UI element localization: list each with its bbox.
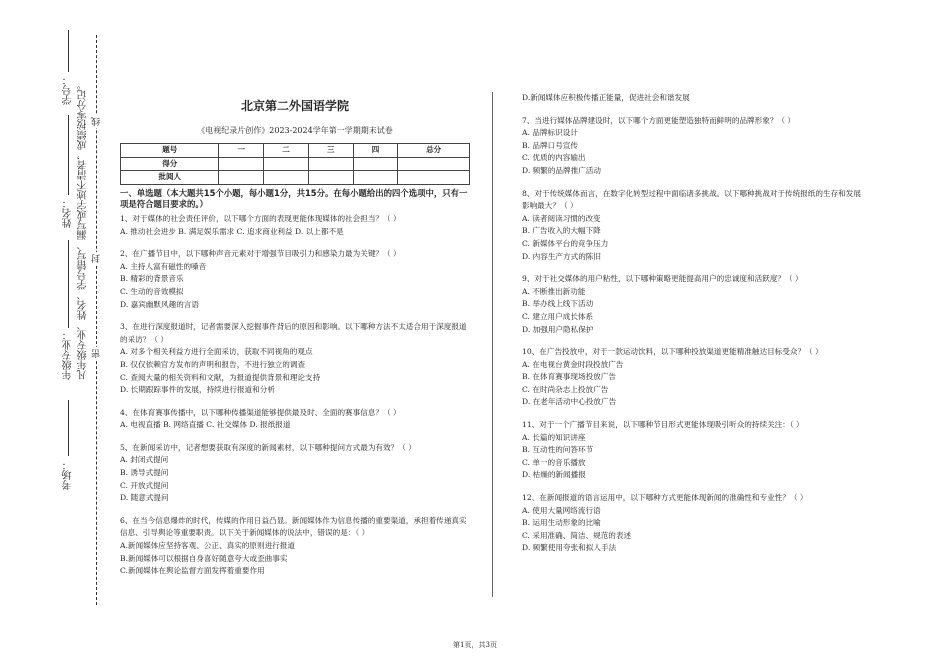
question-option: A. 品牌标识设计 — [522, 128, 578, 138]
question-option: D. 频繁的品牌推广活动 — [522, 165, 601, 175]
question-item — [522, 115, 862, 178]
question-text: 8、对于传统媒体而言，在数字化转型过程中面临诸多挑战。以下哪种挑战对于传统报纸的生存和发展影响最大？（ ） — [522, 188, 861, 211]
question-item — [120, 213, 470, 238]
question-option: C. 新媒体平台的竞争压力 — [522, 238, 609, 248]
question-option: D. 加强用户隐私保护 — [522, 324, 594, 334]
score-header-cell: 三 — [308, 144, 353, 158]
question-option: B. 精彩的背景音乐 — [120, 274, 184, 284]
score-row-label: 批阅人 — [121, 171, 219, 185]
question-option: A. 使用大量网络流行语 — [522, 505, 601, 515]
score-table-header-row — [121, 144, 470, 158]
question-list-right — [522, 92, 862, 555]
question-option: B. 在体育赛事现场投放广告 — [522, 372, 616, 382]
question-option: C. 在时尚杂志上投放广告 — [522, 384, 609, 394]
question-option: A.新闻媒体应坚持客观、公正、真实的原则进行报道 — [120, 541, 295, 551]
question-item — [522, 492, 862, 555]
question-item — [120, 321, 470, 397]
question-option: C.新闻媒体在舆论监督方面发挥着重要作用 — [120, 566, 265, 576]
cut-mark-mi: 密 — [92, 349, 102, 358]
question-item — [120, 407, 470, 432]
question-text: 1、对于媒体的社会责任评价，以下哪个方面的表现更能体现媒体的社会担当？（ ） — [120, 213, 401, 223]
question-text: 12、在新闻报道的语言运用中，以下哪种方式更能体现新闻的准确性和专业性？（ ） — [522, 493, 808, 503]
name-label: 姓名： — [63, 198, 74, 228]
question-item — [522, 419, 862, 482]
score-cell[interactable] — [219, 157, 264, 171]
question-text: 10、在广告投放中，对于一款运动饮料，以下哪种投放渠道更能精准触达目标受众？（ ） — [522, 347, 823, 357]
binding-strip — [0, 0, 110, 672]
question-item — [120, 442, 470, 505]
score-cell[interactable] — [398, 171, 470, 185]
question-option: D. 随意式提问 — [120, 493, 169, 503]
exam-room-blank — [68, 400, 69, 456]
question-item — [522, 273, 862, 336]
question-option: B. 品牌口号宣传 — [522, 140, 578, 150]
score-table-row — [121, 157, 470, 171]
question-option: A. 对多个相关利益方进行全面采访，获取不同视角的观点 — [120, 347, 313, 357]
question-item — [120, 248, 470, 311]
question-text: 7、当进行媒体品牌建设时，以下哪个方面更能塑造独特而鲜明的品牌形象？（ ） — [522, 115, 796, 125]
question-text: 11、对于一个广播节目来说，以下哪种节目形式更能体现吸引听众的持续关注：（ ） — [522, 420, 804, 430]
question-option: C. 单一的音乐播放 — [522, 457, 586, 467]
score-header-cell: 总分 — [398, 144, 470, 158]
name-blank — [68, 115, 69, 195]
question-text: 3、在进行深度报道时，记者需要深入挖掘事件背后的原因和影响。以下哪种方法不太适合用于深度报道的采访？（ ） — [120, 322, 467, 344]
question-option: D.新闻媒体应积极传播正能量，促进社会和谐发展 — [522, 93, 690, 102]
question-text: 2、在广播节目中，以下哪种声音元素对于增强节目吸引力和感染力最为关键？（ ） — [120, 249, 401, 259]
question-option: B. 仅仅依赖官方发布的声明和报告，不进行独立的调查 — [120, 359, 306, 369]
question-option: B. 诱导式提问 — [120, 468, 169, 478]
student-id-blank — [68, 30, 69, 72]
score-cell[interactable] — [264, 171, 309, 185]
question-text: 5、在新闻采访中，记者想要获取有深度的新闻素材，以下哪种提问方式最为有效？（ ） — [120, 442, 416, 452]
question-option: C. 开放式提问 — [120, 480, 169, 490]
score-table — [120, 143, 470, 185]
question-option: A. 封闭式提问 — [120, 455, 169, 465]
question-text: 6、在当今信息爆炸的时代，传媒的作用日益凸显。新闻媒体作为信息传播的重要渠道，承担着传递真实信息、引导舆论等重要职责。以下关于新闻媒体的说法中，错误的是：（ ） — [120, 515, 467, 538]
score-cell[interactable] — [353, 157, 398, 171]
question-option: C. 查阅大量的相关资料和文献，为报道提供背景和理论支持 — [120, 372, 321, 382]
right-column — [522, 92, 862, 565]
cut-mark-feng: 封 — [92, 254, 102, 263]
question-item — [522, 188, 862, 264]
question-option: B. 运用生动形象的比喻 — [522, 518, 601, 528]
exam-room-label: 考场： — [63, 460, 74, 490]
cut-mark-xian: 线 — [92, 117, 102, 126]
question-option: A. 主持人富有磁性的嗓音 — [120, 261, 207, 271]
column-divider — [492, 92, 493, 597]
question-option: A. 在电视台黄金时段投放广告 — [522, 359, 624, 369]
left-column — [120, 95, 470, 588]
question-option: D. 内容生产方式的陈旧 — [522, 251, 601, 261]
question-option: A. 电视直播 B. 网络直播 C. 社交媒体 D. 报纸报道 — [120, 420, 291, 430]
question-option: C. 建立用户成长体系 — [522, 311, 594, 321]
question-text: 4、在体育赛事传播中，以下哪种传播渠道能够提供最及时、全面的赛事信息？（ ） — [120, 407, 401, 417]
score-row-label: 得分 — [121, 157, 219, 171]
binding-instruction: 凡年级专业、姓名、学号错写、漏写或字迹不清者，成绩按零分记。 — [78, 80, 89, 380]
question-option: C. 优质的内容输出 — [522, 153, 586, 163]
question-option: A. 长篇的知识讲座 — [522, 432, 586, 442]
score-header-cell: 二 — [264, 144, 309, 158]
question-option: A. 读者阅读习惯的改变 — [522, 213, 601, 223]
question-text: 9、对于社交媒体的用户粘性，以下哪种策略更能提高用户的忠诚度和活跃度？（ ） — [522, 274, 803, 284]
major-label: 年级专业： — [63, 330, 74, 380]
score-header-cell: 四 — [353, 144, 398, 158]
question-option: B.新闻媒体可以根据自身喜好随意夸大或歪曲事实 — [120, 553, 288, 563]
score-table-row — [121, 171, 470, 185]
question-option: B. 举办线上线下活动 — [522, 299, 594, 309]
question-option: D. 嘉宾幽默风趣的言语 — [120, 299, 199, 309]
score-cell[interactable] — [308, 157, 353, 171]
score-cell[interactable] — [353, 171, 398, 185]
major-blank — [68, 240, 69, 328]
score-cell[interactable] — [308, 171, 353, 185]
score-header-cell: 题号 — [121, 144, 219, 158]
question-option: B. 互动性的问答环节 — [522, 445, 594, 455]
question-option: D. 枯燥的新闻播报 — [522, 470, 586, 480]
question-option: D. 长期跟踪事件的发展，持续进行报道和分析 — [120, 385, 275, 395]
student-id-label: 学号： — [63, 75, 74, 105]
score-cell[interactable] — [219, 171, 264, 185]
exam-title: 《电视纪录片创作》2023-2024学年第一学期期末试卷 — [197, 125, 393, 135]
score-cell[interactable] — [264, 157, 309, 171]
question-list-left — [120, 213, 470, 578]
section-heading: 一、单选题（本大题共15个小题，每小题1分，共15分。在每小题给出的四个选项中，只有一项是符合题目要求的。） — [120, 187, 468, 209]
question-item — [522, 346, 862, 409]
question-item — [522, 92, 862, 105]
score-cell[interactable] — [398, 157, 470, 171]
question-option: D. 在老年活动中心投放广告 — [522, 397, 617, 407]
question-option: A. 不断推出新功能 — [522, 286, 586, 296]
question-option: A. 推动社会进步 B. 满足娱乐需求 C. 追求商业利益 D. 以上都不是 — [120, 226, 344, 236]
question-item — [120, 515, 470, 578]
score-header-cell: 一 — [219, 144, 264, 158]
question-option: C. 生动的音效模拟 — [120, 286, 184, 296]
school-name: 北京第二外国语学院 — [240, 99, 349, 113]
question-option: C. 采用准确、简洁、规范的表述 — [522, 530, 632, 540]
page-number: 第1页，共3页 — [453, 641, 497, 649]
question-option: D. 频繁使用夸张和拟人手法 — [522, 543, 617, 553]
question-option: B. 广告收入的大幅下降 — [522, 226, 601, 236]
